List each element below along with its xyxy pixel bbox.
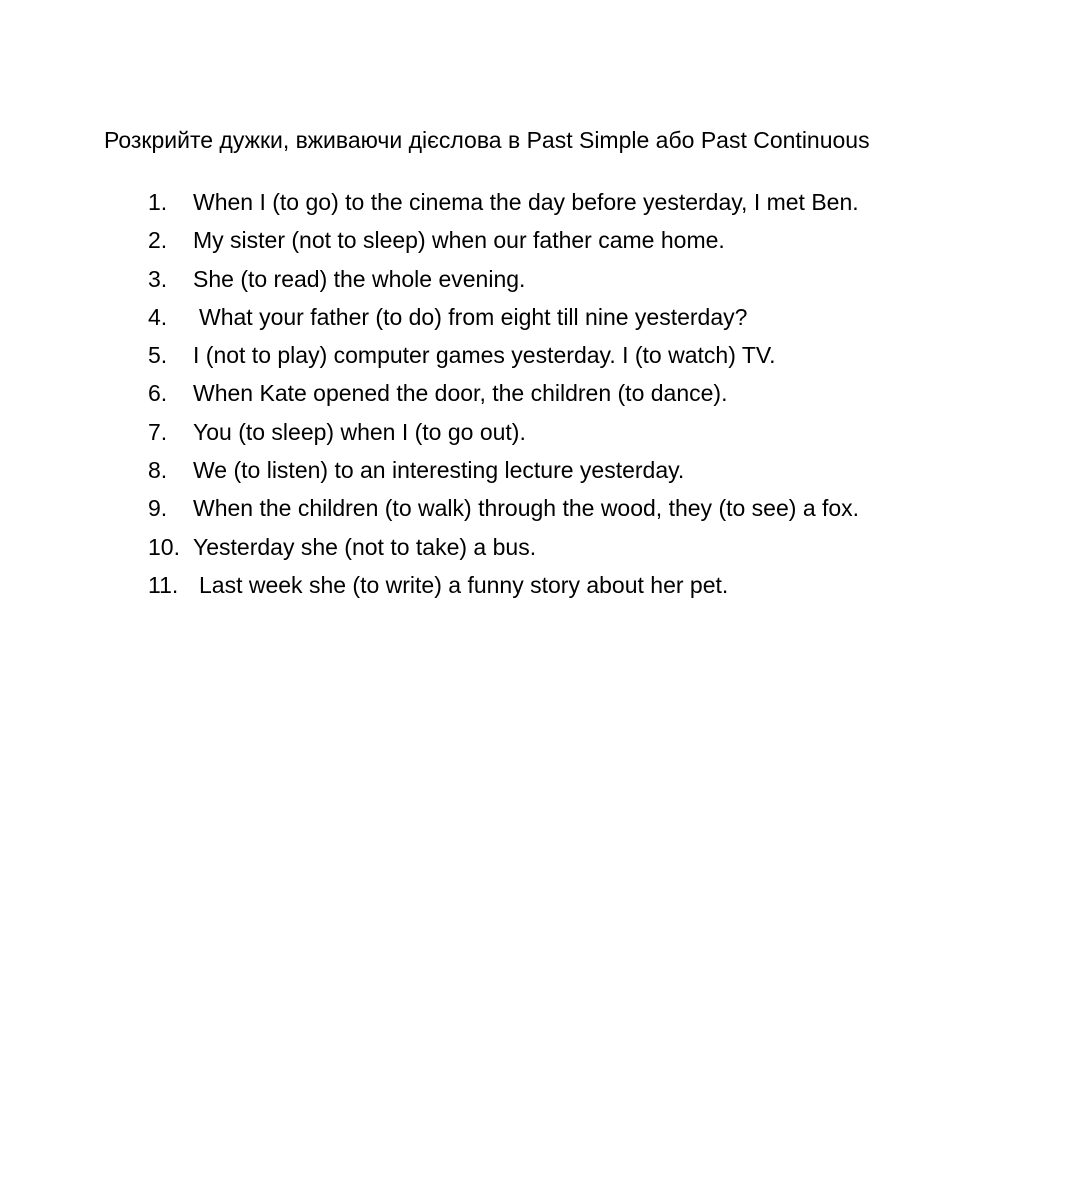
item-number: 4. <box>148 303 168 330</box>
item-text: What your father (to do) from eight till nine yesterday? <box>199 303 748 330</box>
item-number: 6. <box>148 380 168 407</box>
item-number: 1. <box>148 189 168 215</box>
item-number: 7. <box>148 418 168 445</box>
item-text: I (not to play) computer games yesterday. I (to watch) TV. <box>193 342 776 369</box>
item-number: 8. <box>148 457 168 484</box>
item-text: She (to read) the whole evening. <box>193 265 526 292</box>
item-text: When the children (to walk) through the wood, they (to see) a fox. <box>193 495 860 522</box>
item-text: When Kate opened the door, the children (to dance). <box>193 380 728 407</box>
item-number: 11. <box>148 571 179 598</box>
item-number: 3. <box>148 265 168 292</box>
item-number: 5. <box>148 342 168 369</box>
item-text: We (to listen) to an interesting lecture yesterday. <box>193 457 685 484</box>
item-text: You (to sleep) when I (to go out). <box>193 418 526 445</box>
item-text: My sister (not to sleep) when our father came home. <box>193 227 725 254</box>
item-number: 9. <box>148 495 168 522</box>
item-text: Last week she (to write) a funny story about her pet. <box>199 571 729 598</box>
item-number: 2. <box>148 227 168 254</box>
task-instruction: Розкрийте дужки, вживаючи дієслова в Past Simple або Past Continuous <box>104 127 870 153</box>
item-number: 10. <box>148 533 180 560</box>
item-text: When I (to go) to the cinema the day before yesterday, I met Ben. <box>193 189 859 215</box>
item-text: Yesterday she (not to take) a bus. <box>193 533 537 560</box>
